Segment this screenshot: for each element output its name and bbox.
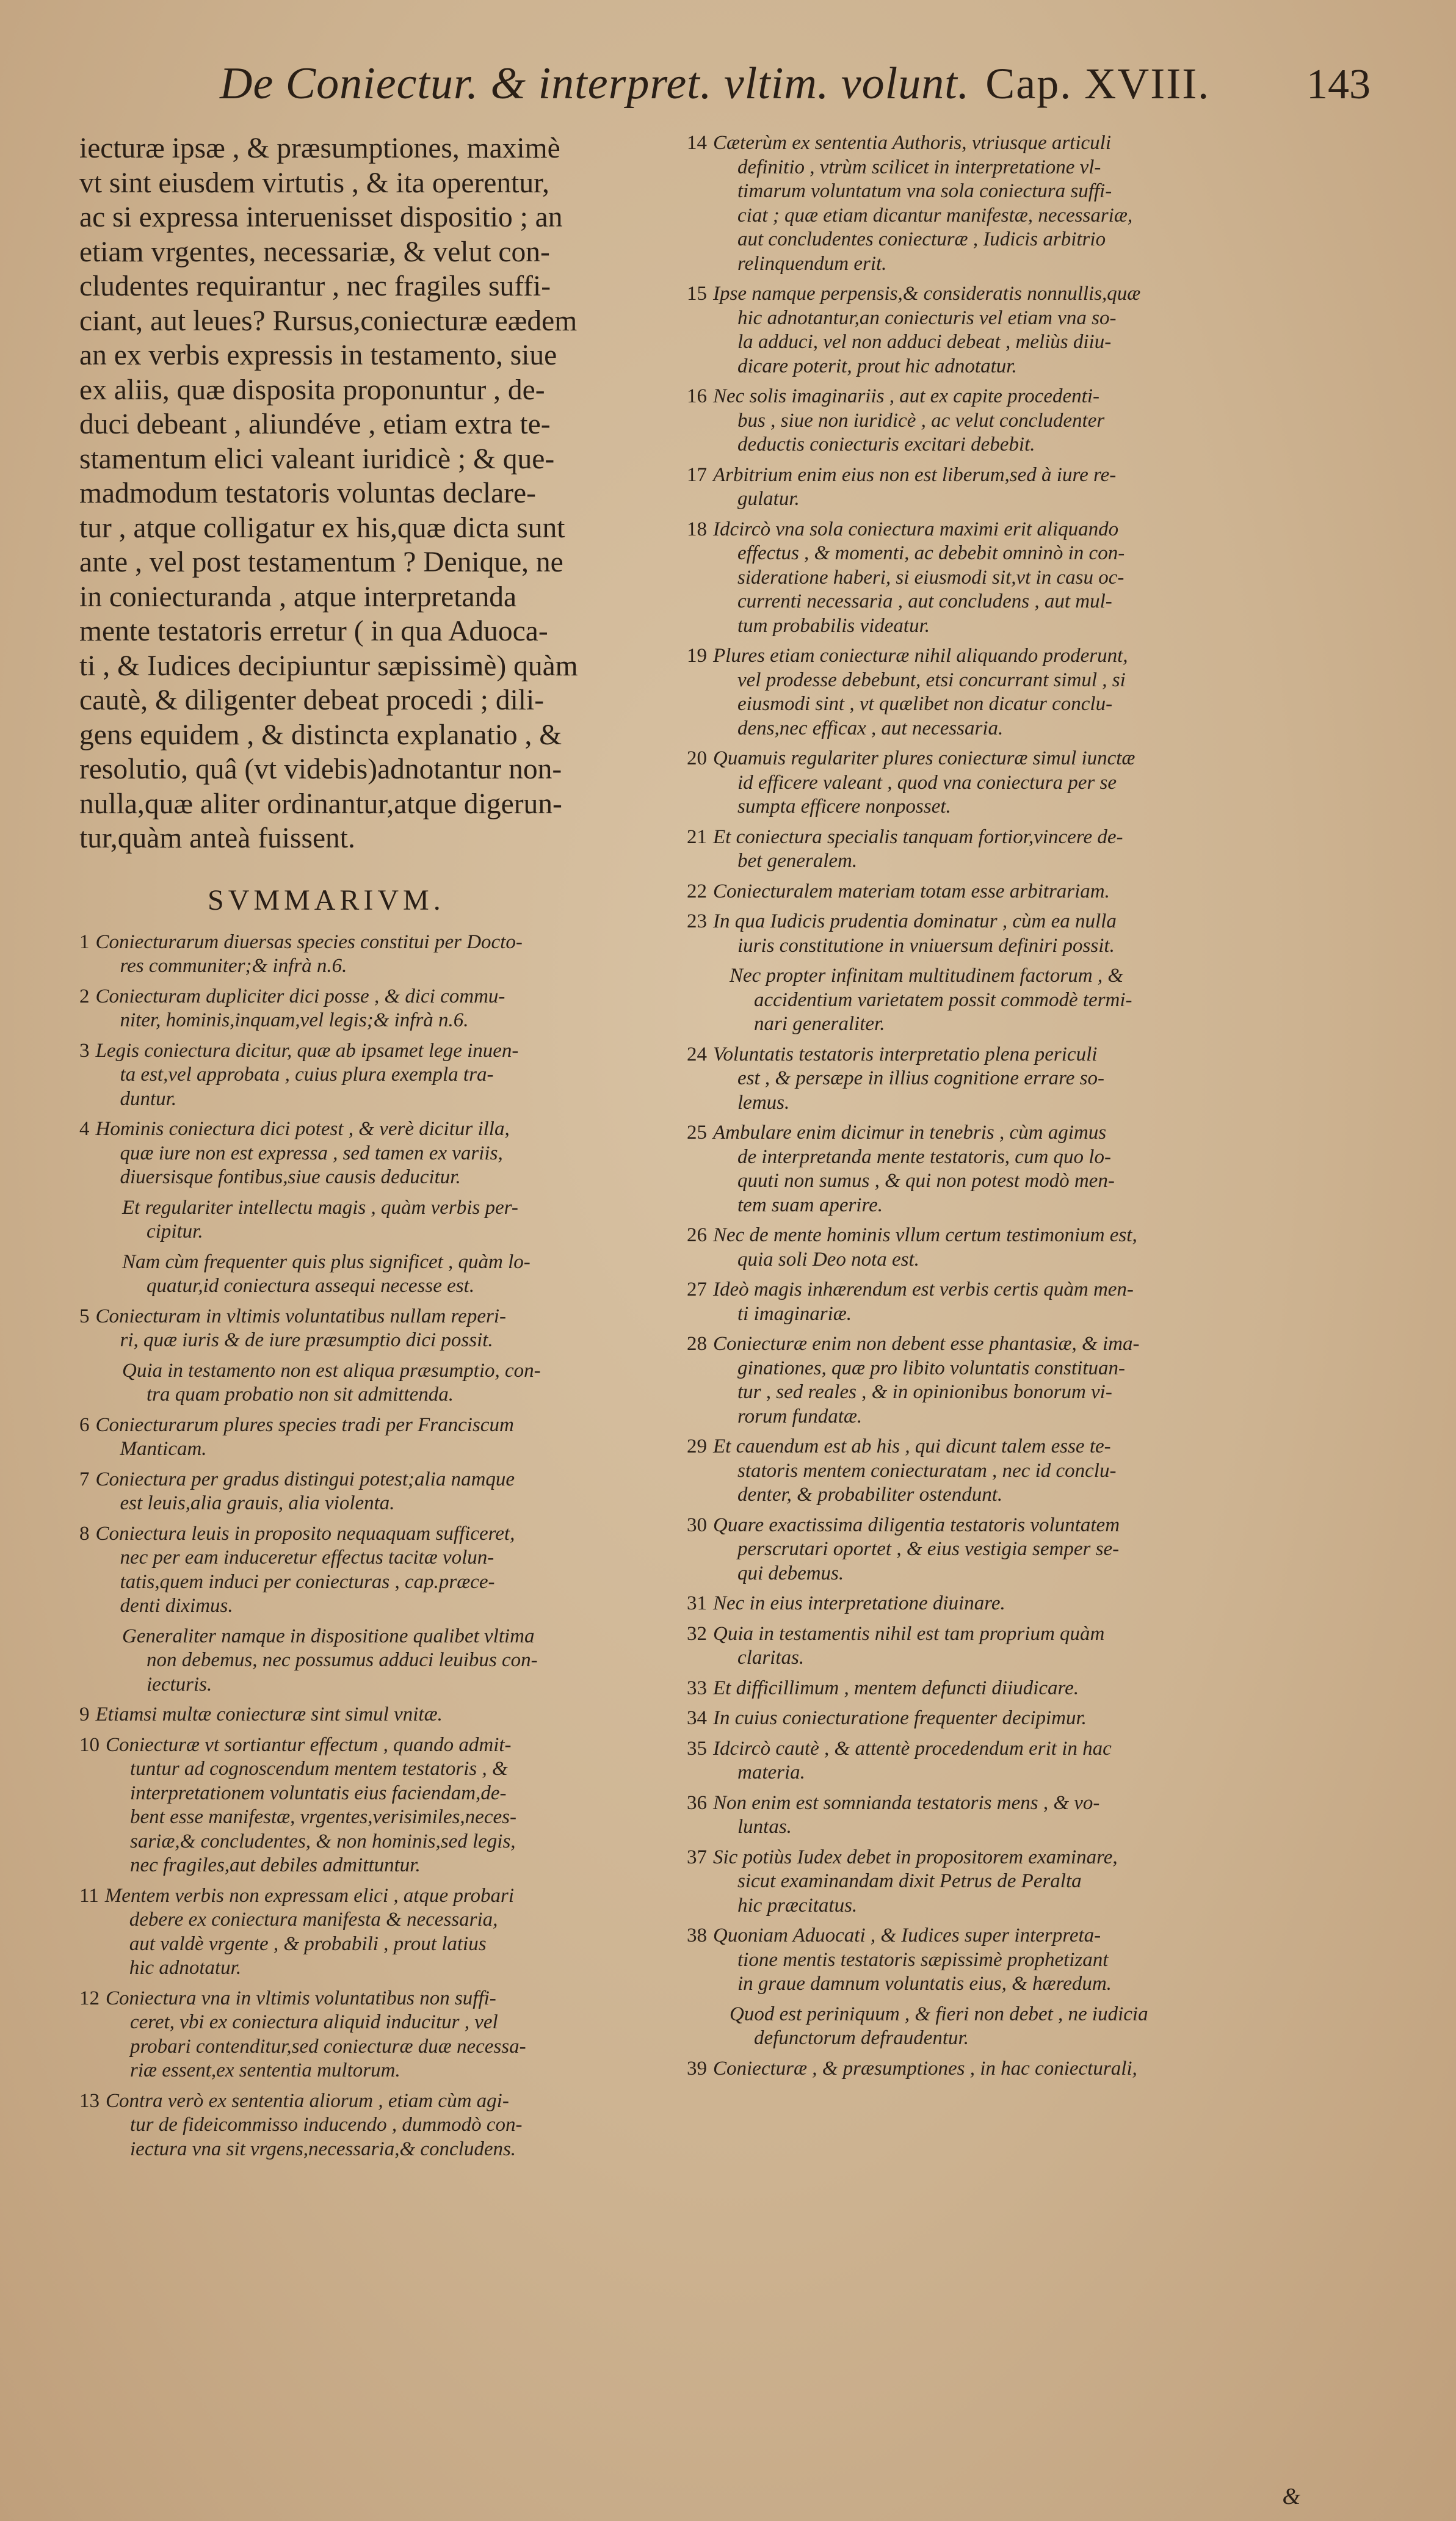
summary-line: currenti necessaria , aut concludens , aut mul- [737, 590, 1112, 612]
summary-line: sideratione haberi, si eiusmodi sit,vt in casu oc- [737, 566, 1125, 589]
summary-line: deductis coniecturis excitari debebit. [737, 433, 1035, 455]
summary-line: quæ iure non est expressa , sed tamen ex variis, [120, 1142, 503, 1164]
entry-number: 8 [79, 1522, 90, 1545]
summary-line: nari generaliter. [754, 1013, 885, 1035]
entry-text [106, 1987, 678, 2083]
summary-line: Voluntatis testatoris interpretatio plena periculi [713, 1043, 1098, 1065]
entry-text [96, 1703, 678, 1727]
body-line: duci debeant , aliundéve , etiam extra te- [79, 408, 551, 440]
summary-line: sicut examinandam dixit Petrus de Peralta [737, 1870, 1082, 1892]
summary-line: quuti non sumus , & qui non potest modò men- [737, 1170, 1115, 1192]
summary-line: Coniecturæ vt sortiantur effectum , quando admit- [106, 1733, 512, 1756]
entry-text [713, 2057, 1309, 2081]
summary-line: Generaliter namque in dispositione qualibet vltima [122, 1625, 535, 1647]
entry-number: 23 [687, 910, 707, 932]
entry-text [96, 1305, 678, 1353]
entry-text [96, 1039, 678, 1112]
summary-line: ciat ; quæ etiam dicantur manifestæ, necessariæ, [737, 204, 1133, 227]
body-line: ante , vel post testamentum ? Denique, ne [79, 546, 563, 578]
summary-line: tatis,quem induci per coniecturas , cap.præce- [120, 1570, 495, 1593]
summary-line: Etiamsi multæ coniecturæ sint simul vnitæ. [95, 1703, 443, 1725]
entry-text [713, 825, 1309, 874]
entry-text [713, 1043, 1309, 1115]
summary-line: Plures etiam coniecturæ nihil aliquando proderunt, [713, 645, 1128, 667]
summary-list-left [79, 930, 678, 2162]
entry-number: 3 [79, 1039, 90, 1062]
summary-line: bet generalem. [737, 850, 858, 872]
body-line: ti , & Iudices decipiuntur sæpissimè) quàm [79, 650, 578, 682]
summary-line: materia. [737, 1761, 805, 1783]
summary-line: nec fragiles,aut debiles admittuntur. [130, 1854, 421, 1876]
right-column [687, 131, 1309, 2087]
entry-number: 35 [687, 1737, 707, 1760]
summary-line: accidentium varietatem possit commodè termi- [754, 988, 1132, 1011]
entry-text [96, 1117, 678, 1190]
entry-text [713, 1622, 1309, 1670]
summary-line: Quod est periniquum , & fieri non debet , ne iudicia [730, 2003, 1148, 2025]
summary-line: In cuius coniecturatione frequenter decipimur. [713, 1707, 1087, 1729]
entry-number: 32 [687, 1622, 707, 1645]
entry-number: 16 [687, 385, 707, 407]
summary-line: Mentem verbis non expressam elici , atque probari [104, 1884, 515, 1907]
summary-line: de interpretanda mente testatoris, cum quo lo- [737, 1145, 1111, 1168]
summary-line: statoris mentem coniecturatam , nec id conclu- [737, 1459, 1117, 1482]
entry-text [713, 1924, 1309, 1997]
entry-text [713, 1677, 1309, 1701]
entry-text [96, 930, 678, 979]
entry-number: 1 [79, 930, 90, 953]
summary-entry [687, 1278, 1309, 1326]
summary-entry [79, 1703, 678, 1727]
summary-line: quia soli Deo nota est. [737, 1248, 919, 1271]
entry-text [713, 747, 1309, 819]
entry-text [713, 1278, 1309, 1326]
entry-text [713, 518, 1309, 639]
summary-line: defunctorum defraudentur. [754, 2027, 969, 2049]
summary-line: Nam cùm frequenter quis plus significet , quàm lo- [122, 1250, 531, 1273]
summary-line: tur de fideicommisso inducendo , dummodò con- [130, 2114, 523, 2136]
entry-text [713, 463, 1309, 512]
entry-text [713, 1514, 1309, 1586]
body-line: ac si expressa interuenisset dispositio ; an [79, 201, 563, 233]
summary-line: sumpta efficere nonposset. [737, 796, 951, 818]
entry-text [713, 131, 1309, 276]
entry-number: 36 [687, 1791, 707, 1814]
summary-entry [79, 2089, 678, 2162]
entry-number: 24 [687, 1043, 707, 1065]
summary-line: Coniecturæ , & præsumptiones , in hac coniecturali, [713, 2057, 1137, 2080]
entry-number: 28 [687, 1333, 707, 1355]
summary-subnote [79, 1250, 678, 1299]
summary-line: Manticam. [120, 1438, 207, 1460]
summary-line: Quare exactissima diligentia testatoris voluntatem [713, 1514, 1120, 1536]
summary-line: id efficere valeant , quod vna coniectura per se [737, 771, 1117, 794]
summary-entry [79, 1522, 678, 1619]
summary-line: Coniecturam in vltimis voluntatibus nullam reperi- [95, 1305, 506, 1327]
summary-entry [687, 282, 1309, 379]
summary-line: est , & persæpe in illius cognitione errare so- [737, 1067, 1104, 1089]
summary-line: Non enim est somnianda testatoris mens , & vo- [713, 1791, 1100, 1814]
entry-text [713, 385, 1309, 457]
summary-line: aut concludentes coniecturæ , Iudicis arbitrio [737, 228, 1106, 250]
entry-number: 17 [687, 463, 707, 486]
summary-line: Coniectura leuis in proposito nequaquam sufficeret, [95, 1522, 515, 1545]
left-column [79, 131, 678, 2167]
summary-line: hic adnotantur,an coniecturis vel etiam vna so- [737, 307, 1117, 329]
entry-number: 11 [79, 1884, 99, 1907]
entry-text [713, 910, 1309, 958]
entry-text [713, 880, 1309, 904]
entry-text [713, 1846, 1309, 1918]
summary-subnote [79, 1196, 678, 1244]
body-line: an ex verbis expressis in testamento, siue [79, 339, 557, 371]
summary-line: quatur,id coniectura assequi necesse est. [147, 1275, 475, 1297]
summary-entry [687, 1677, 1309, 1701]
summary-line: Ipse namque perpensis,& consideratis nonnullis,quæ [713, 283, 1141, 305]
summary-line: Arbitrium enim eius non est liberum,sed à iure re- [713, 463, 1117, 486]
body-line: ex aliis, quæ disposita proponuntur , de- [79, 374, 545, 406]
summary-subnote [79, 1359, 678, 1407]
summary-line: non debemus, nec possumus adduci leuibus con- [147, 1649, 538, 1671]
entry-text [713, 644, 1309, 741]
summary-entry [687, 1846, 1309, 1918]
body-paragraph [79, 131, 678, 856]
summary-line: iuris constitutione in vniuersum definiri possit. [737, 934, 1115, 957]
entry-number: 13 [79, 2089, 100, 2112]
summary-entry [79, 930, 678, 979]
chapter-label: Cap. XVIII. [985, 59, 1211, 108]
summary-line: Et difficillimum , mentem defuncti diiudicare. [713, 1677, 1079, 1699]
body-line: tur,quàm anteà fuissent. [79, 822, 355, 854]
entry-number: 21 [687, 825, 707, 848]
body-line: mente testatoris erretur ( in qua Aduoca- [79, 615, 548, 647]
summary-line: ri, quæ iuris & de iure præsumptio dici possit. [120, 1329, 493, 1351]
summary-line: perscrutari oportet , & eius vestigia semper se- [737, 1538, 1120, 1560]
entry-number: 15 [687, 283, 707, 305]
entry-number: 10 [79, 1733, 100, 1756]
summary-line: probari contenditur,sed coniecturæ duæ necessa- [130, 2035, 526, 2058]
entry-number: 25 [687, 1122, 707, 1144]
summary-entry [79, 1987, 678, 2083]
summary-entry [687, 1592, 1309, 1616]
entry-text [96, 1522, 678, 1619]
entry-number: 27 [687, 1279, 707, 1300]
summary-line: tione mentis testatoris sæpissimè prophetizant [737, 1948, 1109, 1971]
summary-line: Et coniectura specialis tanquam fortior,vincere de- [713, 825, 1123, 848]
summary-line: Hominis coniectura dici potest , & verè dicitur illa, [95, 1118, 510, 1140]
summary-list-right [687, 131, 1309, 2081]
summary-line: hic præcitatus. [737, 1894, 858, 1917]
summary-entry [79, 1413, 678, 1462]
body-line: stamentum elici valeant iuridicè ; & que- [79, 443, 555, 475]
entry-number: 18 [687, 518, 707, 540]
summary-entry [687, 747, 1309, 819]
summary-line: ginationes, quæ pro libito voluntatis constituan- [737, 1357, 1125, 1379]
body-line: etiam vrgentes, necessariæ, & velut con- [79, 236, 550, 268]
summary-line: diuersisque fontibus,siue causis deducitur. [120, 1166, 461, 1188]
summary-entry [687, 1737, 1309, 1785]
summarium-heading: SVMMARIVM. [208, 883, 445, 916]
summary-entry [687, 1332, 1309, 1429]
summary-subnote [79, 1625, 678, 1697]
summary-entry [687, 131, 1309, 276]
summary-line: definitio , vtrùm scilicet in interpretatione vl- [737, 156, 1101, 178]
summary-line: Nec de mente hominis vllum certum testimonium est, [713, 1224, 1137, 1246]
summary-line: In qua Iudicis prudentia dominatur , cùm ea nulla [713, 910, 1117, 932]
summary-entry [79, 1305, 678, 1353]
summary-entry [79, 985, 678, 1033]
summary-entry [79, 1039, 678, 1112]
entry-text [713, 282, 1309, 379]
summary-line: Et cauendum est ab his , qui dicunt talem esse te- [713, 1435, 1111, 1457]
body-line: vt sint eiusdem virtutis , & ita operentur, [79, 167, 549, 199]
page-number: 143 [1306, 61, 1371, 108]
body-line: cautè, & diligenter debeat procedi ; dili- [79, 684, 545, 716]
summary-line: debere ex coniectura manifesta & necessaria, [129, 1909, 498, 1931]
summary-line: Cæterùm ex sententia Authoris, vtriusque articuli [713, 132, 1112, 154]
summary-line: Ambulare enim dicimur in tenebris , cùm agimus [713, 1122, 1107, 1144]
summary-entry [687, 880, 1309, 904]
entry-text [713, 1435, 1309, 1507]
summary-entry [687, 1791, 1309, 1840]
summary-line: Legis coniectura dicitur, quæ ab ipsamet lege inuen- [95, 1039, 519, 1062]
summary-line: tem suam aperire. [737, 1194, 883, 1216]
entry-text [713, 1737, 1309, 1785]
entry-number: 22 [687, 880, 707, 902]
summary-entry [687, 385, 1309, 457]
entry-text [713, 1332, 1309, 1429]
entry-text [713, 1121, 1309, 1217]
summary-line: Quamuis regulariter plures coniecturæ simul iunctæ [713, 747, 1135, 769]
summary-line: timarum voluntatum vna sola coniectura suffi- [737, 180, 1112, 202]
summary-entry [687, 910, 1309, 958]
entry-number: 33 [687, 1677, 707, 1699]
entry-number: 29 [687, 1435, 707, 1457]
summary-line: niter, hominis,inquam,vel legis;& infrà n.6. [120, 1009, 469, 1031]
summary-entry [79, 1468, 678, 1516]
entry-number: 39 [687, 2057, 707, 2080]
entry-text [96, 1413, 678, 1462]
summary-line: Coniectura per gradus distingui potest;alia namque [95, 1468, 515, 1490]
summary-entry [687, 463, 1309, 512]
summary-line: luntas. [737, 1816, 792, 1838]
summary-line: riæ essent,ex sententia multorum. [130, 2059, 400, 2081]
body-line: iecturæ ipsæ , & præsumptiones, maximè [79, 132, 560, 164]
page-header [220, 58, 1371, 131]
summary-entry [687, 1622, 1309, 1670]
summary-line: denter, & probabiliter ostendunt. [737, 1484, 1003, 1506]
summary-entry [687, 825, 1309, 874]
summary-line: iecturis. [147, 1673, 212, 1696]
entry-number: 37 [687, 1846, 707, 1868]
summary-line: ta est,vel approbata , cuius plura exempla tra- [120, 1064, 494, 1086]
summary-line: lemus. [737, 1091, 790, 1114]
summary-line: hic adnotatur. [129, 1957, 242, 1979]
summary-line: tum probabilis videatur. [737, 614, 930, 637]
summary-line: Idcircò cautè , & attentè procedendum erit in hac [713, 1737, 1112, 1760]
summary-line: Et regulariter intellectu magis , quàm verbis per- [122, 1196, 518, 1219]
entry-number: 20 [687, 747, 707, 769]
summary-line: Nec propter infinitam multitudinem factorum , & [730, 965, 1123, 987]
summary-line: tuntur ad cognoscendum mentem testatoris , & [130, 1758, 508, 1780]
summary-line: interpretationem voluntatis eius faciendam,de- [130, 1782, 507, 1804]
summary-line: Quia in testamentis nihil est tam proprium quàm [713, 1622, 1105, 1645]
running-title: De Coniectur. & interpret. vltim. volunt. [220, 59, 970, 109]
summary-line: Coniecturæ enim non debent esse phantasiæ, & ima- [713, 1333, 1140, 1355]
summary-entry [79, 1117, 678, 1190]
entry-text [713, 1791, 1309, 1840]
summary-entry [687, 1924, 1309, 1997]
summary-line: Coniecturam dupliciter dici posse , & dici commu- [95, 985, 505, 1007]
summary-line: Coniecturarum plures species tradi per Franciscum [95, 1413, 514, 1436]
body-line: gens equidem , & distincta explanatio , & [79, 719, 562, 751]
summary-line: aut valdè vrgente , & probabili , prout latius [129, 1932, 487, 1955]
summary-line: Contra verò ex sententia aliorum , etiam cùm agi- [106, 2089, 509, 2112]
summary-line: Coniecturarum diuersas species constitui per Docto- [95, 930, 523, 953]
entry-text [96, 1468, 678, 1516]
entry-number: 6 [79, 1413, 90, 1436]
entry-number: 14 [687, 132, 707, 154]
summary-line: res communiter;& infrà n.6. [120, 955, 347, 977]
summary-entry [79, 1733, 678, 1878]
summary-line: Idcircò vna sola coniectura maximi erit aliquando [713, 518, 1119, 540]
body-line: in coniecturanda , atque interpretanda [79, 581, 517, 613]
summary-line: bent esse manifestæ, vrgentes,verisimiles,neces- [130, 1806, 516, 1828]
summary-line: vel prodesse debebunt, etsi concurrant simul , si [737, 669, 1126, 691]
summary-line: Nec in eius interpretatione diuinare. [713, 1592, 1005, 1614]
summary-entry [687, 644, 1309, 741]
entry-text [106, 2089, 678, 2162]
entry-number: 38 [687, 1924, 707, 1946]
entry-number: 9 [79, 1703, 90, 1725]
summary-line: nec per eam induceretur effectus tacitæ volun- [120, 1547, 494, 1569]
summary-line: dicare poterit, prout hic adnotatur. [737, 355, 1017, 377]
summary-line: Ideò magis inhærendum est verbis certis quàm men- [713, 1279, 1134, 1300]
summary-line: iectura vna sit vrgens,necessaria,& concludens. [130, 2138, 516, 2160]
entry-number: 12 [79, 1987, 100, 2009]
entry-number: 31 [687, 1592, 707, 1614]
summary-line: ti imaginariæ. [737, 1302, 852, 1325]
summary-line: Coniectura vna in vltimis voluntatibus non suffi- [106, 1987, 496, 2009]
entry-number: 26 [687, 1224, 707, 1246]
summary-line: Coniecturalem materiam totam esse arbitrariam. [713, 880, 1110, 902]
summary-line: tra quam probatio non sit admittenda. [147, 1384, 454, 1406]
summary-line: sariæ,& concludentes, & non hominis,sed legis, [130, 1830, 516, 1852]
entry-text [106, 1733, 678, 1878]
summary-line: Nec solis imaginariis , aut ex capite procedenti- [713, 385, 1099, 407]
summary-entry [687, 1224, 1309, 1272]
summary-line: dens,nec efficax , aut necessaria. [737, 717, 1004, 739]
summary-subnote [687, 2003, 1309, 2051]
summary-line: rorum fundatæ. [737, 1405, 863, 1427]
entry-text [105, 1884, 678, 1981]
summary-entry [687, 1043, 1309, 1115]
summary-entry [687, 518, 1309, 639]
summary-entry [687, 1121, 1309, 1217]
summary-entry [687, 1514, 1309, 1586]
summary-entry [687, 1435, 1309, 1507]
summary-line: denti diximus. [120, 1595, 233, 1617]
summary-line: gulatur. [737, 488, 800, 510]
summary-line: eiusmodi sint , vt quælibet non dicatur conclu- [737, 693, 1113, 715]
body-line: tur , atque colligatur ex his,quæ dicta sunt [79, 512, 565, 544]
entry-text [96, 985, 678, 1033]
summary-line: est leuis,alia grauis, alia violenta. [120, 1492, 395, 1514]
summary-line: Quia in testamento non est aliqua præsumptio, con- [122, 1359, 541, 1382]
body-line: resolutio, quâ (vt videbis)adnotantur non- [79, 753, 562, 785]
summary-line: qui debemus. [737, 1562, 844, 1584]
summary-line: tur , sed reales , & in opinionibus bonorum vi- [737, 1381, 1112, 1403]
entry-number: 34 [687, 1707, 707, 1729]
entry-number: 30 [687, 1514, 707, 1536]
summary-subnote [687, 964, 1309, 1037]
entry-text [713, 1592, 1309, 1616]
body-line: ciant, aut leues? Rursus,coniecturæ eædem [79, 305, 578, 337]
summary-line: bus , siue non iuridicè , ac velut concludenter [737, 409, 1105, 432]
summary-line: Quoniam Aduocati , & Iudices super interpreta- [713, 1924, 1101, 1946]
body-line: cludentes requirantur , nec fragiles suffi- [79, 270, 551, 302]
body-line: madmodum testatoris voluntas declare- [79, 477, 536, 509]
summary-line: duntur. [120, 1087, 177, 1110]
entry-text [713, 1707, 1309, 1731]
entry-number: 5 [79, 1305, 90, 1327]
summary-line: ceret, vbi ex coniectura aliquid inducitur , vel [130, 2011, 498, 2033]
entry-text [713, 1224, 1309, 1272]
summary-entry [79, 1884, 678, 1981]
catchword: & [1282, 2484, 1300, 2509]
entry-number: 4 [79, 1118, 90, 1140]
summary-line: Sic potiùs Iudex debet in propositorem examinare, [713, 1846, 1118, 1868]
entry-number: 2 [79, 985, 90, 1007]
summary-entry [687, 1707, 1309, 1731]
summary-line: la adduci, vel non adduci debeat , meliùs diiu- [737, 331, 1112, 353]
summary-entry [687, 2057, 1309, 2081]
entry-number: 7 [79, 1468, 90, 1490]
summary-line: relinquendum erit. [737, 252, 887, 275]
summary-line: in graue damnum voluntatis eius, & hæredum. [737, 1973, 1112, 1995]
summary-line: effectus , & momenti, ac debebit omninò in con- [737, 542, 1125, 564]
body-line: nulla,quæ aliter ordinantur,atque digerun- [79, 788, 562, 820]
entry-number: 19 [687, 645, 707, 667]
summary-line: cipitur. [147, 1221, 203, 1242]
summary-line: claritas. [737, 1647, 805, 1669]
